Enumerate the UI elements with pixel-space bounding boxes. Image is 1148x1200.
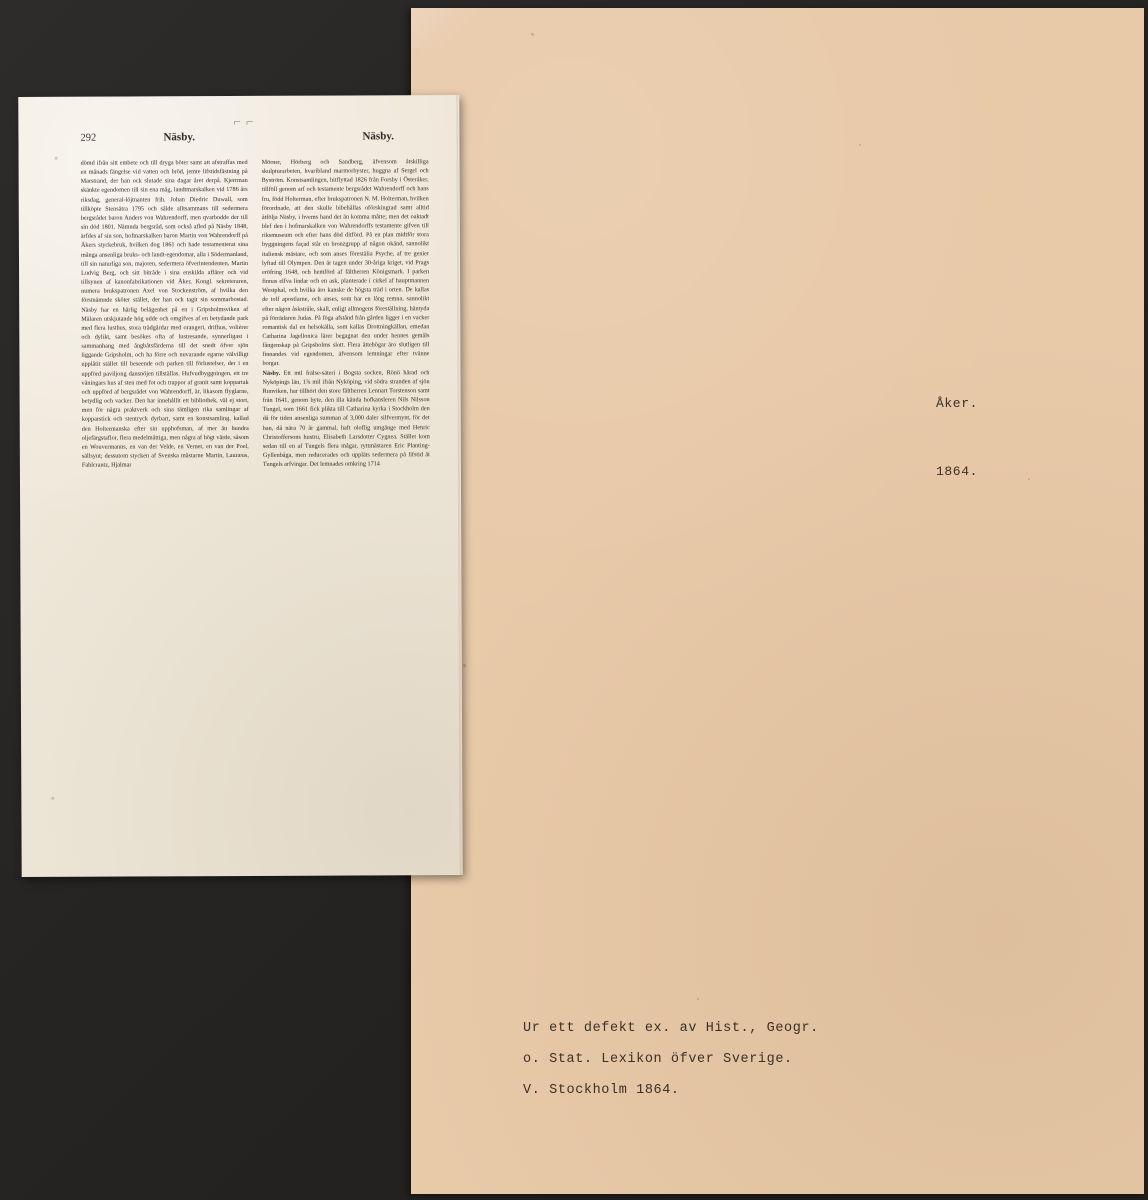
paper-speck <box>531 33 534 36</box>
paragraph: dömd ifrån sitt embete och till dryga böter samt att afstraffas med en månads fängelse vid vatten och bröd, jemte lifstidsfästning på Marstrand, der han ock slutade sina dagar året derpå. Kjerrman skänkte egendomen till sin ena måg, landtmarskalken vid 1786 års riksdag, general-löjtnanten frih. Johan Diedric Duwall, som tillköpte Stensätra 1795 och sålde alltsammans till sedermera bergsrådet baron Anders von Wahrendorff, men qvarbodde der till sin död 1801. Nämnda bergsråd, som också afled på Näsby 1848, ärfdes af sin son, hofmarskalken baron Martin von Wahrendorff på Åkers styckebruk, hvilken dog 1861 och hade testamenterat sina många ansenliga bruks- och landt-egendomar, alla i Södermanland, till sin naturliga son, majoren, sedermera öfverintendenten, Martin Ludvig Berg, och sitt bitråde i sina enskilda affärer och vid tillsynen af kanonfabrikationen vid Åker, Kongl. sekreteraren, numera brukspatronen Axel von Stockenström, af hvilka den förstnämnde sköter stället, der han ock tagit sin sommarbostad. Näsby har en härlig belägenhet på en i Gripsholmsviken af Mälaren utskjutande hög udde och omgifves af en betydande park med flera lusthus, stora trädgårdar med orangeri, drifhus, volièrer och dylikt, samt besökes ofta af lustresande, synnerligast i sammanhang med ångbåtsfärderna till det snedt öfver sjön liggande Gripsholm, och ha förre och nuvarande egarne välvilligt upplåtit stället till beseende och parken till förlustelser, der i en uppförd paviljong dansnöjen tillställas. Hufvudbyggningen, ett tre våningars hus af sten med fot och trappor af granit samt koppartak och uppförd af bergsrådet von Wahrendorff, är, likasom flyglarne, betydlig och vacker. Den har innehållit ett bibliothek, väl ej stort, men för några praktverk och sina tämligen rika samlingar af kopparstick och stentryck dyrbart, samt en konstsamling, kallad den Holtermanska efter sin upphofsman, af mer än hundra oljefärgstaflor, flera medelmåttiga, men några af högt värde, såsom en Wouvermanns, en van der Velde, en Vernet, en van der Poel, sällsynt; dessutom stycken af Svenska mästarne Martin, Lauræus, Fahlcrantz, Hjalmar <box>80 158 249 469</box>
book-page <box>18 95 462 877</box>
running-head-left: Näsby. <box>163 131 196 144</box>
page-header <box>80 131 427 149</box>
paper-speck <box>697 998 699 1000</box>
note-place-label: Åker. <box>936 396 979 411</box>
column-left <box>81 158 249 470</box>
backing-sheet <box>411 8 1144 1194</box>
note-line-1: Ur ett defekt ex. av Hist., Geogr. <box>523 1021 819 1036</box>
pencil-annotation: ⌐ ⌐ <box>233 113 255 130</box>
paragraph: Mörner, Hörberg och Sandberg, äfvensom åtskilliga skulpturarbeten, hvaribland marmorbyster, huggna af Sergel och Byström. Konstsamlingen, hitflyttad 1826 från Forsby i Österåker, tillföll genom arf och testamente bergsrådet Wahrendorff och hans fru, född Holterman, efter brukspatronen N. M. Holterman, hvilken förordnade, att den skulle bibehållas oförskingrad samt alltid åtfölja Näsby, i hvems hand det än komma måtte; men det oaktadt blef den i hofmarskalken von Wahrendorffs testamente gifven till riksmuseum och efter hans död ditförd. På en plan midtför stora byggningens façad står en bronzgrupp af någon okänd, sannolikt italiensk mästare, och som anses förestälia Psyche, af tre genier lyftad till Olympen. Den är tagen under 30-åriga kriget, vid Prags eröfring 1648, och hemförd af fältherren Königsmark. I parken finnas elfva lindar och en ask, planterade i cirkel af hauptmannen Westphal, och hvilka äro kanske de högsta träd i orten. De kallas de tolf apostlarne, och anses, som har en lång remna, sannolikt efter någon åskstråle, skall, enligt allmogens föreställning, häntyda på förrädaren Judas. På föga afstånd från gården ligger i en vacker romantisk dal en helsokälla, som kallas Drottningkällan, emedan Catharina Jagellonica lärer begagnat den under hennes gemåls fångenskap på Gripsholms slott. Flera ättehögar äro slutligen till finnandes vid egendomen, äfvensom lemningar efter tvänne borgar. <box>261 158 430 368</box>
paper-speck <box>463 664 466 667</box>
page-number: 292 <box>80 132 97 144</box>
paper-speck <box>55 157 58 160</box>
paper-speck <box>859 144 861 146</box>
note-year-label: 1864. <box>936 464 979 479</box>
note-source-block <box>523 1013 1083 1106</box>
text-columns <box>81 157 430 470</box>
paper-speck <box>1028 478 1030 480</box>
note-line-3: V. Stockholm 1864. <box>523 1083 680 1098</box>
note-line-2: o. Stat. Lexikon öfver Sverige. <box>523 1052 793 1067</box>
column-right <box>262 157 430 469</box>
running-head-right: Näsby. <box>362 130 395 143</box>
paragraph-entry-nasby: Näsby. Ett mtl frälse-säteri i Bogsta socken, Rönö härad och Nyköpings län, 1⅞ mil ifrån Nyköping, vid södra stranden af sjön Runviken, har tillhört den store fältherren Lennart Torstenson samt från 1641, genom byte, den illa kända hofkansleren Nils Nilsson Tungel, som 1661 fick plikta till Catharina kyrka i Stockholm den då för tiden ansenliga summan af 3,000 daler silfvermynt, för det han, då nära 70 år gammal, haft oloflig umgänge med Henric Christoffersons hustru, Elisabeth Larsdotter Cygnea. Stället kom sedan till en af Tungels flera mågar, ryttmästaren Eric Planting-Gyllenbåga, men reducerades och uppläts sedermera på lifstid åt Tungels arfvingar. Det lemnades omkring 1714 <box>262 368 430 469</box>
paper-speck <box>51 797 54 800</box>
